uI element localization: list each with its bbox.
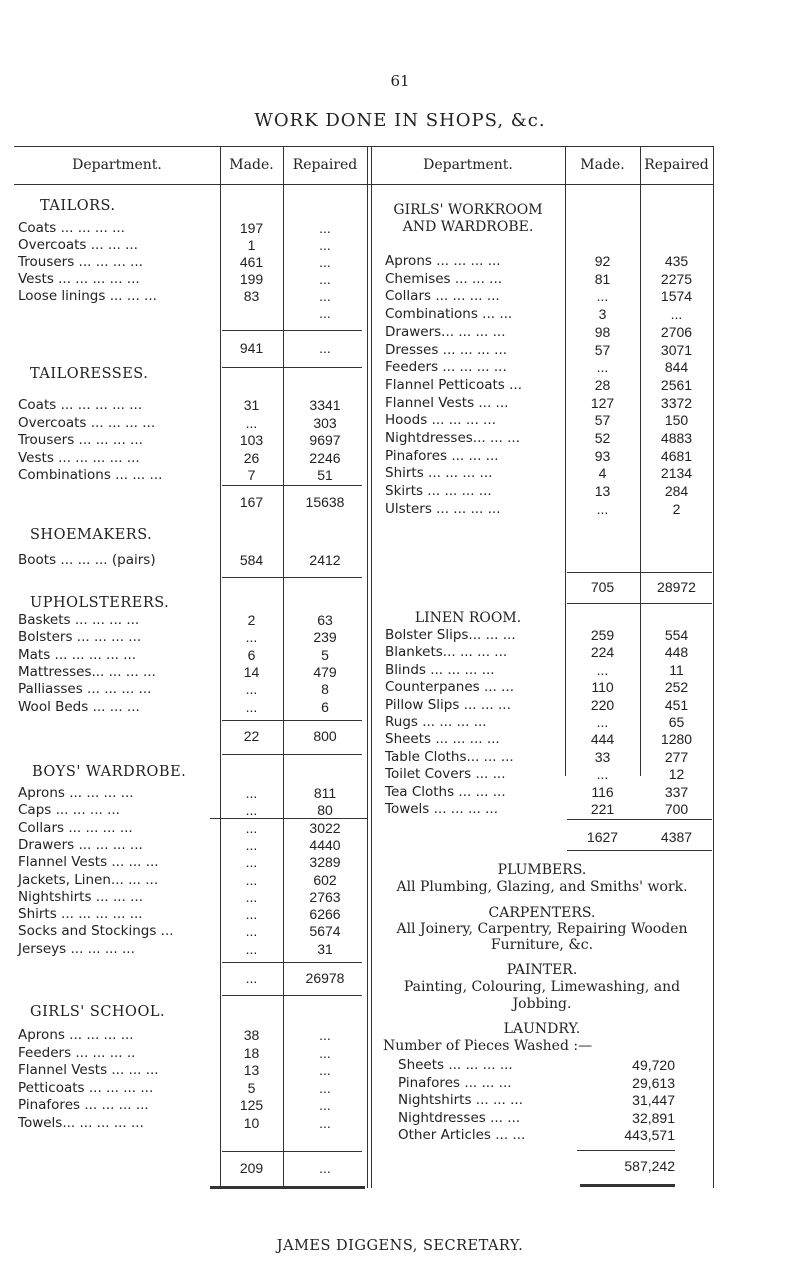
row-repaired: 2561 bbox=[660, 376, 693, 393]
row-label: Table Cloths... ... ... bbox=[385, 748, 514, 765]
row-made: 10 bbox=[243, 1114, 260, 1131]
row-repaired: 2412 bbox=[309, 552, 341, 568]
row-repaired: ... bbox=[670, 306, 683, 323]
laundry-row-label: Sheets ... ... ... ... bbox=[398, 1057, 513, 1073]
boys-total-rule bbox=[222, 962, 362, 963]
row-label: Mats ... ... ... ... ... bbox=[18, 646, 137, 663]
row-label: Mattresses... ... ... ... bbox=[18, 663, 156, 680]
row-made: ... bbox=[245, 923, 258, 940]
row-made: 2 bbox=[247, 612, 256, 628]
left-made-divider-lower bbox=[220, 818, 221, 1188]
section-heading-girls-workroom-2: AND WARDROBE. bbox=[402, 219, 534, 235]
row-repaired: 554 bbox=[664, 627, 689, 643]
row-label: Trousers ... ... ... ... bbox=[18, 254, 143, 270]
tailors-total-repaired: ... bbox=[319, 340, 331, 356]
row-label: Combinations ... ... bbox=[385, 306, 513, 323]
row-repaired: 284 bbox=[664, 483, 689, 500]
laundry-row-value: 29,613 bbox=[632, 1074, 675, 1091]
row-label: Sheets ... ... ... ... bbox=[385, 731, 500, 748]
row-repaired: 451 bbox=[664, 696, 689, 713]
row-made: ... bbox=[596, 359, 609, 376]
row-label: Drawers... ... ... ... bbox=[385, 323, 506, 340]
row-made: 93 bbox=[594, 447, 611, 464]
row-made: ... bbox=[596, 500, 609, 517]
row-made: 220 bbox=[590, 696, 615, 713]
row-made: 57 bbox=[594, 341, 611, 358]
section-heading-carpenters: CARPENTERS. bbox=[488, 905, 596, 921]
row-label: Drawers ... ... ... ... bbox=[18, 836, 143, 853]
row-made: ... bbox=[245, 785, 258, 801]
section-heading-laundry: LAUNDRY. bbox=[503, 1021, 581, 1037]
row-made: 224 bbox=[590, 644, 615, 661]
row-label: Aprons ... ... ... ... bbox=[385, 253, 501, 269]
row-repaired: ... bbox=[319, 271, 331, 287]
right-table-edge-lower bbox=[713, 818, 714, 1188]
row-made: 26 bbox=[243, 449, 260, 466]
row-repaired: 3289 bbox=[309, 854, 341, 871]
section-heading-linen-room: LINEN ROOM. bbox=[414, 610, 522, 626]
row-label: Skirts ... ... ... ... bbox=[385, 483, 492, 500]
row-made: 125 bbox=[239, 1097, 264, 1113]
row-made: 33 bbox=[594, 748, 611, 765]
row-made: ... bbox=[245, 854, 258, 871]
row-repaired: 63 bbox=[317, 612, 333, 628]
girls-school-total-rule bbox=[222, 1151, 362, 1152]
carpenters-text-2: Furniture, &c. bbox=[490, 937, 594, 953]
row-made: 259 bbox=[590, 627, 615, 643]
row-made: ... bbox=[245, 871, 258, 888]
row-repaired: 3341 bbox=[309, 397, 341, 413]
row-made: 461 bbox=[239, 254, 264, 270]
row-repaired: 844 bbox=[664, 359, 689, 376]
page-number: 61 bbox=[390, 72, 410, 90]
row-label: Shirts ... ... ... ... bbox=[385, 465, 493, 482]
row-made: ... bbox=[596, 766, 609, 783]
section-heading-tailors: TAILORS. bbox=[40, 198, 116, 214]
row-repaired: ... bbox=[319, 1027, 331, 1043]
row-made: 52 bbox=[594, 430, 611, 446]
linen-total-rule bbox=[567, 819, 712, 820]
row-repaired: 2706 bbox=[660, 323, 693, 340]
tailoresses-total-repaired: 15638 bbox=[305, 494, 345, 510]
row-made: 127 bbox=[590, 394, 615, 411]
header-made-right: Made. bbox=[580, 157, 625, 173]
row-label: Aprons ... ... ... ... bbox=[18, 1027, 134, 1043]
table-top-rule bbox=[14, 146, 714, 147]
row-repaired: 8 bbox=[321, 681, 329, 698]
linen-total-made: 1627 bbox=[586, 829, 619, 845]
row-made: 98 bbox=[594, 323, 611, 340]
workroom-total-made: 705 bbox=[590, 579, 615, 595]
row-repaired: ... bbox=[319, 1044, 331, 1061]
row-made: 197 bbox=[239, 220, 264, 236]
boys-total-made: ... bbox=[245, 970, 258, 986]
row-made: 444 bbox=[590, 731, 615, 748]
row-label: Collars ... ... ... ... bbox=[18, 819, 133, 836]
row-repaired: 6266 bbox=[309, 906, 341, 923]
row-made: 116 bbox=[591, 783, 614, 800]
row-repaired: 1280 bbox=[660, 731, 693, 748]
row-made: 5 bbox=[247, 1079, 256, 1096]
header-department-right: Department. bbox=[423, 157, 513, 173]
row-label: Blinds ... ... ... ... bbox=[385, 661, 495, 678]
header-repaired-left: Repaired bbox=[292, 157, 358, 173]
row-label: Counterpanes ... ... bbox=[385, 679, 515, 696]
header-repaired-right: Repaired bbox=[644, 157, 709, 173]
row-made: ... bbox=[596, 288, 609, 305]
row-label: Loose linings ... ... ... bbox=[18, 288, 157, 304]
row-repaired: 239 bbox=[313, 629, 337, 646]
row-repaired: 9697 bbox=[309, 432, 341, 448]
boys-total-underline bbox=[222, 995, 362, 996]
row-repaired: 12 bbox=[668, 766, 685, 783]
row-made: 31 bbox=[243, 397, 260, 413]
row-label: Tea Cloths ... ... ... bbox=[385, 783, 506, 800]
row-repaired: 448 bbox=[664, 644, 689, 661]
row-label: Feeders ... ... ... .. bbox=[18, 1044, 136, 1061]
row-made: 110 bbox=[591, 679, 614, 696]
row-made: 7 bbox=[247, 467, 256, 483]
section-heading-boys-wardrobe: BOYS' WARDROBE. bbox=[32, 764, 187, 780]
section-heading-tailoresses: TAILORESSES. bbox=[30, 366, 149, 382]
center-double-rule-2 bbox=[371, 146, 372, 822]
laundry-row-label: Other Articles ... ... bbox=[398, 1127, 526, 1144]
section-heading-painter: PAINTER. bbox=[506, 962, 578, 978]
linen-total-underline bbox=[567, 850, 712, 851]
row-repaired: 1574 bbox=[660, 288, 693, 305]
row-made: ... bbox=[596, 714, 609, 730]
left-repaired-divider-lower bbox=[283, 818, 284, 1188]
header-rule bbox=[14, 184, 714, 185]
row-made: 4 bbox=[598, 465, 607, 482]
row-repaired: ... bbox=[319, 1062, 331, 1078]
row-label: Combinations ... ... ... bbox=[18, 467, 163, 483]
row-repaired: 337 bbox=[664, 783, 689, 800]
upholsterers-total-repaired: 800 bbox=[313, 728, 337, 744]
row-label: Overcoats ... ... ... bbox=[18, 237, 138, 253]
row-label: Pillow Slips ... ... ... bbox=[385, 696, 511, 713]
section-heading-shoemakers: SHOEMAKERS. bbox=[30, 527, 153, 543]
row-repaired: 150 bbox=[664, 412, 689, 429]
row-repaired: 252 bbox=[664, 679, 689, 696]
laundry-row-label: Nightshirts ... ... ... bbox=[398, 1092, 523, 1109]
row-label: Trousers ... ... ... ... bbox=[18, 432, 143, 448]
row-repaired: 65 bbox=[668, 714, 685, 730]
laundry-total: 587,242 bbox=[624, 1158, 675, 1174]
row-repaired: ... bbox=[319, 237, 331, 253]
section-heading-girls-workroom-1: GIRLS' WORKROOM bbox=[393, 202, 543, 218]
row-label: Jackets, Linen... ... ... bbox=[18, 871, 159, 888]
tailors-total-made: 941 bbox=[239, 340, 264, 356]
row-made: 57 bbox=[594, 412, 611, 429]
row-repaired: 602 bbox=[313, 871, 337, 888]
row-label: Flannel Petticoats ... bbox=[385, 376, 522, 393]
plumbers-text: All Plumbing, Glazing, and Smiths' work. bbox=[396, 879, 688, 895]
row-repaired: 435 bbox=[664, 253, 689, 269]
row-label: Vests ... ... ... ... ... bbox=[18, 449, 140, 466]
row-label: Flannel Vests ... ... ... bbox=[18, 854, 159, 871]
row-label: Shirts ... ... ... ... ... bbox=[18, 906, 143, 923]
row-label: Overcoats ... ... ... ... bbox=[18, 414, 156, 431]
row-label: Palliasses ... ... ... ... bbox=[18, 681, 152, 698]
section-heading-girls-school: GIRLS' SCHOOL. bbox=[30, 1004, 166, 1020]
row-label: Vests ... ... ... ... ... bbox=[18, 271, 140, 287]
row-made: ... bbox=[245, 940, 258, 957]
row-made: 221 bbox=[590, 801, 615, 817]
row-label: Pinafores ... ... ... bbox=[385, 447, 499, 464]
laundry-row-label: Nightdresses ... ... bbox=[398, 1109, 521, 1126]
row-label: Petticoats ... ... ... ... bbox=[18, 1079, 154, 1096]
row-label: Feeders ... ... ... ... bbox=[385, 359, 507, 376]
row-repaired: 6 bbox=[321, 698, 329, 715]
row-made: ... bbox=[245, 906, 258, 923]
footer-signature: JAMES DIGGENS, SECRETARY. bbox=[276, 1238, 524, 1254]
page-title: WORK DONE IN SHOPS, &c. bbox=[254, 110, 546, 131]
row-label: Aprons ... ... ... ... bbox=[18, 785, 134, 801]
row-made: ... bbox=[245, 819, 258, 836]
row-label: Bolster Slips... ... ... bbox=[385, 627, 516, 643]
row-label: Flannel Vests ... ... ... bbox=[18, 1062, 159, 1078]
laundry-subheading: Number of Pieces Washed :— bbox=[383, 1038, 593, 1054]
row-repaired: 5674 bbox=[309, 923, 341, 940]
row-made: 18 bbox=[243, 1044, 260, 1061]
row-made: 1 bbox=[247, 237, 256, 253]
laundry-total-underline bbox=[580, 1184, 675, 1187]
row-label: Socks and Stockings ... bbox=[18, 923, 174, 940]
row-repaired: 3071 bbox=[660, 341, 693, 358]
row-repaired: ... bbox=[319, 220, 331, 236]
row-label: Caps ... ... ... ... bbox=[18, 802, 120, 819]
row-label: Nightshirts ... ... ... bbox=[18, 888, 143, 905]
row-label: Pinafores ... ... ... ... bbox=[18, 1097, 149, 1113]
row-made: 92 bbox=[594, 253, 611, 269]
row-repaired: 5 bbox=[321, 646, 329, 663]
upholsterers-total-rule bbox=[222, 720, 362, 721]
workroom-total-underline bbox=[567, 603, 712, 604]
row-repaired: 700 bbox=[664, 801, 689, 817]
section-heading-upholsterers: UPHOLSTERERS. bbox=[30, 595, 170, 611]
row-label: Chemises ... ... ... bbox=[385, 270, 503, 287]
row-repaired: 2763 bbox=[309, 888, 341, 905]
boys-total-repaired: 26978 bbox=[305, 970, 345, 986]
tailors-total-rule bbox=[222, 330, 362, 331]
row-made: ... bbox=[245, 802, 258, 819]
girls-school-total-made: 209 bbox=[239, 1160, 264, 1176]
row-made: 38 bbox=[243, 1027, 260, 1043]
row-label: Wool Beds ... ... ... bbox=[18, 698, 140, 715]
row-label: Ulsters ... ... ... ... bbox=[385, 500, 501, 517]
painter-text-1: Painting, Colouring, Limewashing, and bbox=[403, 979, 681, 995]
row-repaired: 80 bbox=[317, 802, 333, 819]
row-label: Coats ... ... ... ... ... bbox=[18, 397, 143, 413]
row-label: Jerseys ... ... ... ... bbox=[18, 940, 135, 957]
painter-text-2: Jobbing. bbox=[512, 996, 572, 1012]
workroom-total-rule bbox=[567, 572, 712, 573]
row-repaired: ... bbox=[319, 1114, 331, 1131]
row-repaired: 811 bbox=[313, 785, 337, 801]
row-label: Hoods ... ... ... ... bbox=[385, 412, 496, 429]
row-made: 81 bbox=[594, 270, 611, 287]
row-made: ... bbox=[245, 836, 258, 853]
row-label: Towels ... ... ... ... bbox=[385, 801, 499, 817]
upholsterers-total-made: 22 bbox=[243, 728, 260, 744]
header-department-left: Department. bbox=[72, 157, 162, 173]
row-repaired: 2246 bbox=[309, 449, 341, 466]
row-label: Baskets ... ... ... ... bbox=[18, 612, 140, 628]
row-repaired: 2134 bbox=[660, 465, 693, 482]
row-repaired: ... bbox=[319, 254, 331, 270]
row-made: 13 bbox=[594, 483, 611, 500]
row-repaired: 11 bbox=[669, 661, 684, 678]
laundry-row-value: 31,447 bbox=[632, 1092, 675, 1109]
upholsterers-total-underline bbox=[222, 754, 362, 755]
row-made: 13 bbox=[243, 1062, 260, 1078]
row-repaired: 4883 bbox=[660, 430, 693, 446]
row-label: Nightdresses... ... ... bbox=[385, 430, 521, 446]
workroom-total-repaired: 28972 bbox=[657, 579, 696, 595]
girls-school-total-repaired: ... bbox=[319, 1160, 331, 1176]
row-made: 83 bbox=[243, 288, 260, 304]
row-repaired: ... bbox=[319, 1097, 331, 1113]
row-made: ... bbox=[245, 681, 258, 698]
row-label: Bolsters ... ... ... ... bbox=[18, 629, 142, 646]
center-rule-lower-1 bbox=[367, 818, 368, 1188]
row-repaired: 3022 bbox=[309, 819, 341, 836]
section-heading-plumbers: PLUMBERS. bbox=[497, 862, 587, 878]
shoemakers-rule bbox=[222, 577, 362, 578]
row-made: ... bbox=[596, 661, 609, 678]
row-repaired: 51 bbox=[317, 467, 333, 483]
row-made: 6 bbox=[247, 646, 256, 663]
tailoresses-total-rule bbox=[222, 485, 362, 486]
laundry-row-value: 32,891 bbox=[632, 1109, 675, 1126]
laundry-row-value: 443,571 bbox=[624, 1127, 675, 1144]
row-repaired: 31 bbox=[317, 940, 333, 957]
row-label: Rugs ... ... ... ... bbox=[385, 714, 487, 730]
row-repaired: 479 bbox=[313, 663, 337, 680]
row-repaired: ... bbox=[319, 305, 331, 321]
tailors-total-underline bbox=[222, 367, 362, 368]
row-label: Blankets... ... ... ... bbox=[385, 644, 508, 661]
row-label: Towels... ... ... ... ... bbox=[18, 1114, 144, 1131]
row-repaired: 4681 bbox=[660, 447, 693, 464]
center-double-rule-1 bbox=[367, 146, 368, 822]
row-repaired: 303 bbox=[313, 414, 337, 431]
row-made: 199 bbox=[239, 271, 264, 287]
row-made: 584 bbox=[239, 552, 264, 568]
row-label: Coats ... ... ... ... bbox=[18, 220, 125, 236]
row-repaired: ... bbox=[319, 288, 331, 304]
row-made: 14 bbox=[243, 663, 260, 680]
row-label: Toilet Covers ... ... bbox=[385, 766, 506, 783]
laundry-row-value: 49,720 bbox=[632, 1057, 675, 1073]
laundry-total-rule bbox=[577, 1150, 675, 1151]
row-repaired: 2275 bbox=[660, 270, 693, 287]
row-made: 103 bbox=[239, 432, 264, 448]
row-repaired: 4440 bbox=[309, 836, 341, 853]
row-label: Collars ... ... ... ... bbox=[385, 288, 500, 305]
row-made: 3 bbox=[598, 306, 607, 323]
header-made-left: Made. bbox=[229, 157, 274, 173]
tailoresses-total-made: 167 bbox=[239, 494, 264, 510]
row-label: Boots ... ... ... (pairs) bbox=[18, 552, 156, 568]
row-label: Flannel Vests ... ... bbox=[385, 394, 509, 411]
row-made: ... bbox=[245, 698, 258, 715]
right-table-edge bbox=[713, 146, 714, 818]
row-repaired: ... bbox=[319, 1079, 331, 1096]
linen-total-repaired: 4387 bbox=[660, 829, 693, 845]
row-repaired: 2 bbox=[672, 500, 681, 517]
row-made: 28 bbox=[594, 376, 611, 393]
row-made: ... bbox=[245, 629, 258, 646]
laundry-row-label: Pinafores ... ... ... bbox=[398, 1074, 512, 1091]
row-made: ... bbox=[245, 888, 258, 905]
row-repaired: 277 bbox=[664, 748, 689, 765]
girls-school-total-underline bbox=[210, 1186, 365, 1189]
row-label: Dresses ... ... ... ... bbox=[385, 341, 508, 358]
carpenters-text-1: All Joinery, Carpentry, Repairing Wooden bbox=[396, 921, 688, 937]
row-repaired: 3372 bbox=[660, 394, 693, 411]
row-made: ... bbox=[245, 414, 258, 431]
